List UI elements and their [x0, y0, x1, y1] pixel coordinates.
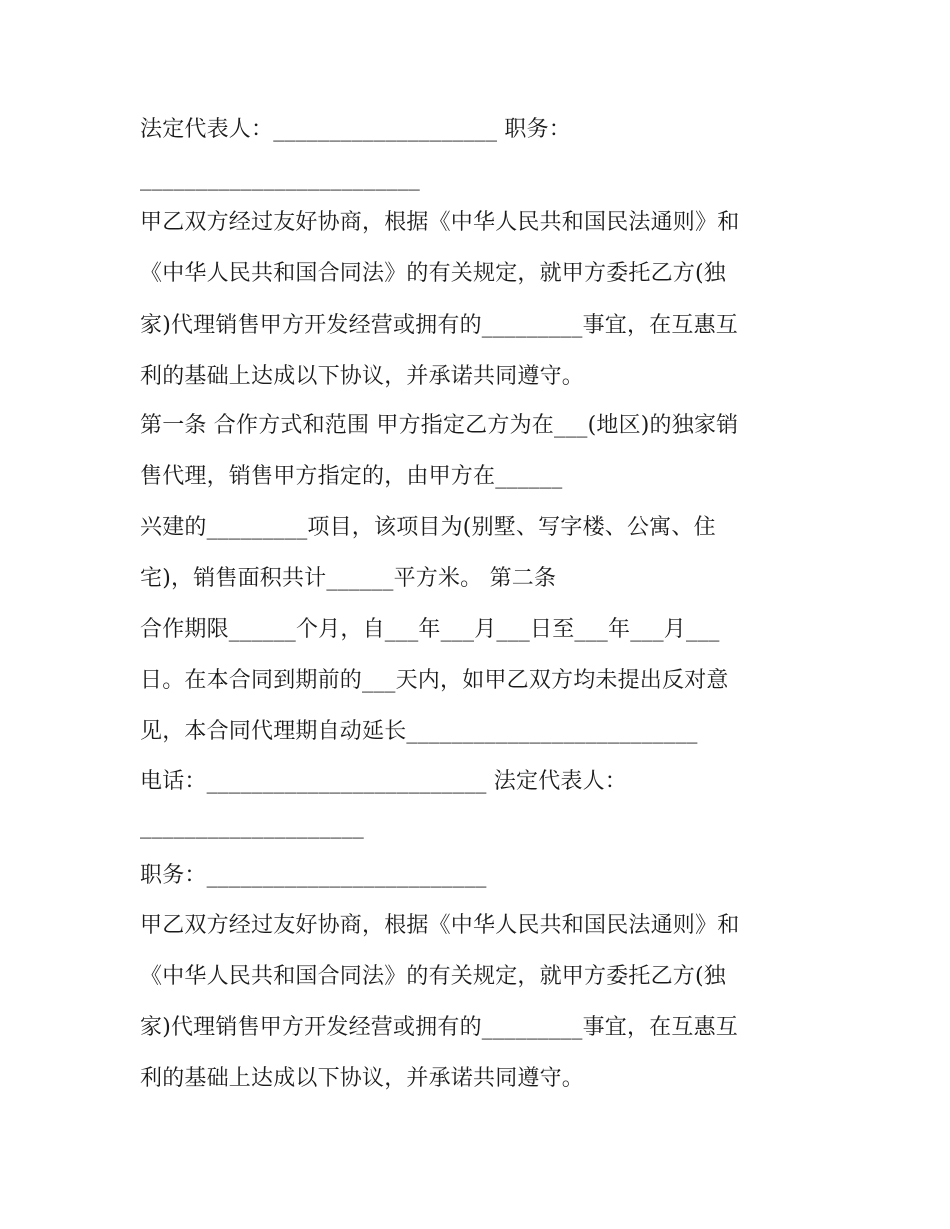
text-line: 日。在本合同到期前的___天内，如甲乙双方均未提出反对意: [140, 668, 729, 693]
text-line: 电话：_________________________ 法定代表人：: [140, 769, 627, 794]
text-line: 宅)，销售面积共计______平方米。 第二条: [140, 566, 557, 591]
text-line: _________________________: [140, 166, 420, 191]
text-line: 家)代理销售甲方开发经营或拥有的_________事宜，在互惠互: [140, 1015, 738, 1040]
text-line: 《中华人民共和国合同法》的有关规定，就甲方委托乙方(独: [140, 964, 726, 989]
text-line: 合作期限______个月，自___年___月___日至___年___月___: [140, 617, 720, 642]
text-line: 兴建的_________项目，该项目为(别墅、写字楼、公寓、住: [140, 515, 716, 540]
text-line: 职务：_________________________: [140, 863, 487, 888]
text-line: 第一条 合作方式和范围 甲方指定乙方为在___(地区)的独家销: [140, 413, 739, 438]
text-line: 利的基础上达成以下协议，并承诺共同遵守。: [140, 364, 585, 389]
text-line: 《中华人民共和国合同法》的有关规定，就甲方委托乙方(独: [140, 261, 726, 286]
text-line: 甲乙双方经过友好协商，根据《中华人民共和国民法通则》和: [140, 210, 740, 235]
text-line: 家)代理销售甲方开发经营或拥有的_________事宜，在互惠互: [140, 313, 738, 338]
text-line: 见，本合同代理期自动延长__________________________: [140, 719, 698, 744]
text-line: ____________________: [140, 814, 364, 839]
text-line: 售代理，销售甲方指定的，由甲方在______: [140, 464, 563, 489]
text-line: 法定代表人：____________________ 职务：: [140, 117, 571, 142]
text-line: 甲乙双方经过友好协商，根据《中华人民共和国民法通则》和: [140, 913, 740, 938]
text-line: 利的基础上达成以下协议，并承诺共同遵守。: [140, 1066, 585, 1091]
